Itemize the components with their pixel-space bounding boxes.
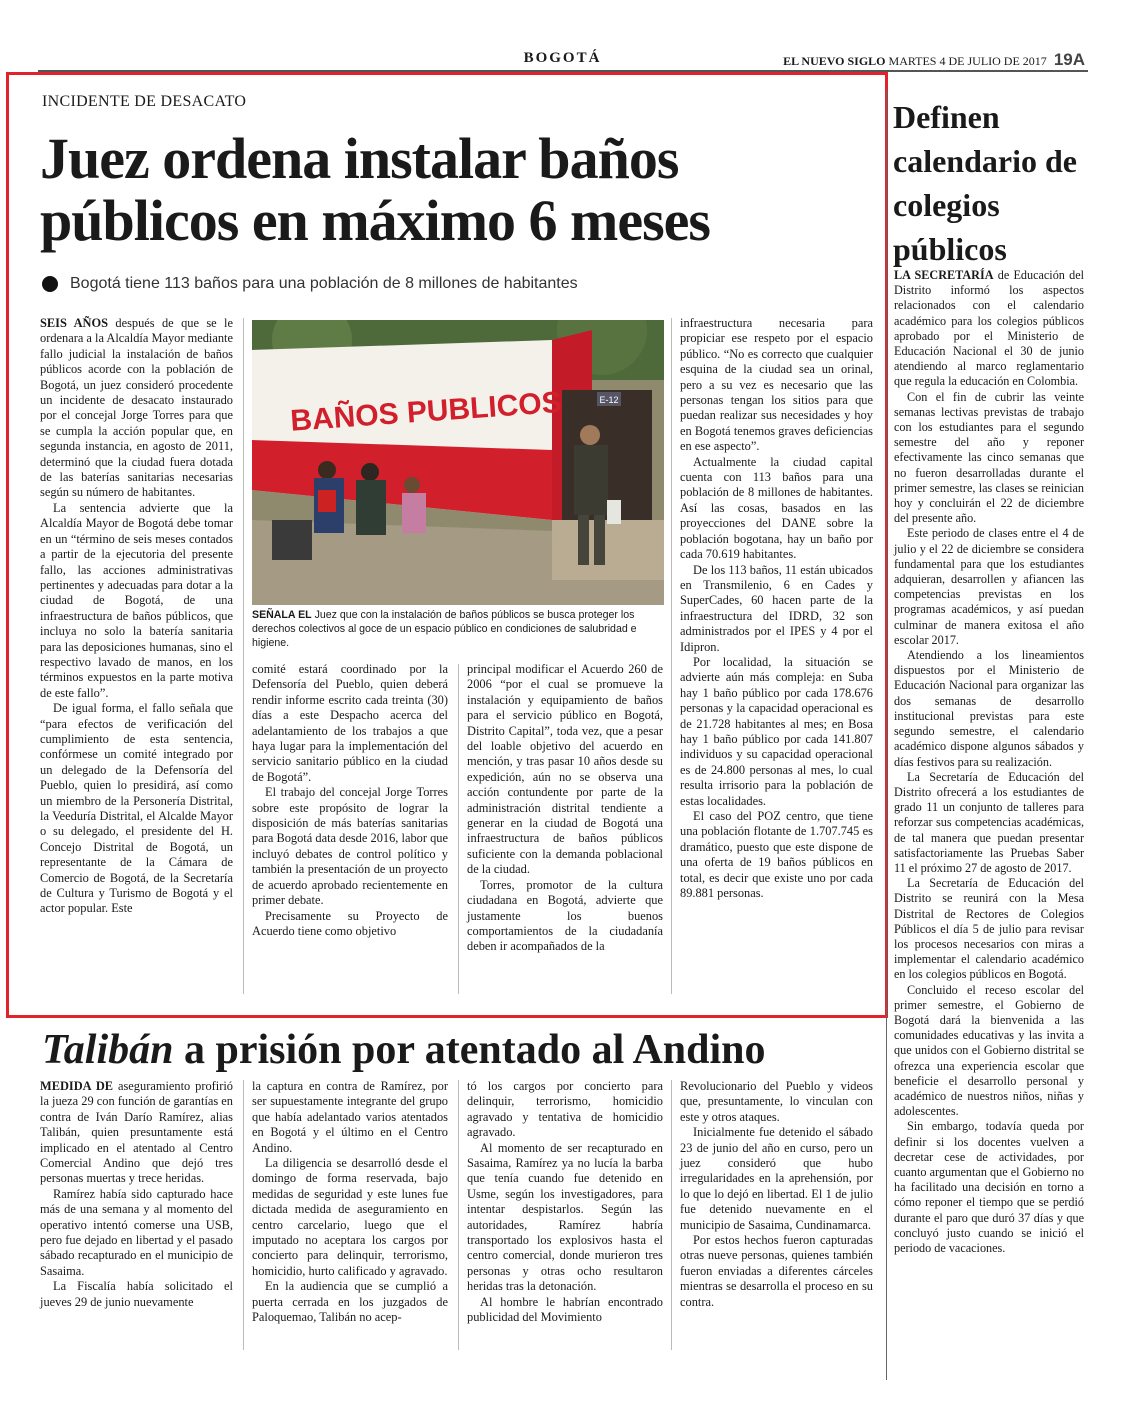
section-label: BOGOTÁ — [523, 50, 602, 66]
page-number: 19A — [1053, 50, 1085, 69]
second-headline-italic: Talibán — [42, 1027, 174, 1073]
main-col-3-para: Torres, promotor de la cultura ciudadana en Bogotá, advierte que justamente los buenos comportamientos de la ciudadanía deben ir acompañados de la — [467, 877, 663, 954]
main-col-1-para: De igual forma, el fallo señala que “para efectos de verificación del cumplimiento de esta sentencia, confórmese un comité integrado por un delegado de la Defensoría del Pueblo, quien lo presidirá, así como un miembro de la Personería Distrital, la Veeduría Distrital, el Alcalde Mayor o su delegado, el presidente del H. Concejo Distrital de Bogotá, un representante de la Cámara de Comercio de Bogotá, de la Secretaría de Cultura y Turismo de Bogotá y el actor popular. Este — [40, 701, 233, 916]
sidebar-para: Sin embargo, todavía queda por definir si los docentes vuelven a decretar cese de actividades, por cuanto argumentan que el Gobierno no ha facilitado una decisión en torno a cómo reponer el tiempo que se perdió durante el paro que duró 37 días y que concluyó justo cuando se inició el periodo de vacaciones. — [894, 1119, 1084, 1255]
caption-text: Juez que con la instalación de baños públicos se busca proteger los derechos colectivos al goce de un espacio público en condiciones de salubridad e higiene. — [252, 609, 637, 649]
sidebar-para: La Secretaría de Educación del Distrito se reunirá con la Mesa Distrital de Rectores de Colegios Públicos el día 5 de julio para revisar los procesos necesarios con miras a implementar el calendario académico en los colegios públicos en Bogotá. — [894, 876, 1084, 982]
column-rule — [458, 664, 459, 994]
main-col-4 — [680, 316, 873, 901]
main-deck — [42, 275, 578, 293]
main-col-2-para: El trabajo del concejal Jorge Torres sobre este propósito de lograr la disposición de más baterías sanitarias para Bogotá data desde 2016, labor que incluyó debates de control político y también la presentación de un proyecto de acuerdo aprobado recientemente en primer debate. — [252, 785, 448, 908]
main-col-1-para: La sentencia advierte que la Alcaldía Mayor de Bogotá debe tomar en un “término de seis meses contados a partir de la ejecutoria del presente fallo, las acciones administrativas pertinentes y adecuadas para dotar a la ciudad de Bogotá, de una infraestructura de baños públicos, que incluya no solo la batería sanitaria para las deposiciones humanas, sino el respectivo lavado de manos, en los términos expuestos en la parte motiva de este fallo”. — [40, 500, 233, 700]
main-col-4-para: Por localidad, la situación se advierte aún más compleja: en Suba hay 1 baño público por cada 178.676 personas y la capacidad operacional es de 21.728 habitantes al mes; en Bosa hay 1 baño público por cada 141.807 individuos y su capacidad operacional es de 24.800 personas al mes, lo cual resulta irrisorio para la población de estas localidades. — [680, 654, 873, 808]
masthead-brand: EL NUEVO SIGLO — [783, 54, 886, 68]
second-col-2 — [252, 1079, 448, 1326]
main-col-4-para: De los 113 baños, 11 están ubicados en Transmilenio, 6 en Cades y SuperCades, 60 hacen parte de la infraestructura del IDRD, 32 son administrados por el IPES y 4 por el Idipron. — [680, 562, 873, 654]
column-rule — [243, 1080, 244, 1350]
sidebar-para: Con el fin de cubrir las veinte semanas lectivas previstas de trabajo con los estudiantes para el segundo semestre del año y reponer efectivamente las cinco semanas que no fueron desarrolladas durante el primer semestre, las clases se reinician hoy y concluirán el 22 de diciembre del presente año. — [894, 389, 1084, 526]
main-col-2-para: comité estará coordinado por la Defensoría del Pueblo, quien deberá rendir informe escrito cada treinta (30) días a este Despacho acerca del adelantamiento de los trabajos a que haya lugar para la implementación del servicio sanitario público en la ciudad de Bogotá”. — [252, 662, 448, 784]
second-col-3-para: tó los cargos por concierto para delinquir, terrorismo, homicidio agravado y tentativa de homicidio agravado. — [467, 1079, 663, 1140]
sidebar-body — [894, 268, 1084, 1256]
photo-banos-publicos — [252, 320, 664, 605]
column-rule — [671, 318, 672, 994]
sidebar-headline: Definen calendario de colegios públicos — [893, 99, 1077, 267]
sidebar-para: Este periodo de clases entre el 4 de julio y el 22 de diciembre se considera fundamental para que los estudiantes adquieran, desarrollen y afiancen las competencias previstas en los programas académicos, y así puedan culminar de manera exitosa el año escolar 2017. — [894, 526, 1084, 647]
photo-door-number: E-12 — [599, 395, 619, 405]
main-kicker: INCIDENTE DE DESACATO — [42, 93, 247, 110]
sidebar-para: LA SECRETARÍA de Educación del Distrito informó los aspectos relacionados con el calendario académico para los colegios públicos aprobado por el Ministerio de Educación Nacional el 30 de junio atendiendo al marco reglamentario que regula la educación en Colombia. — [894, 268, 1084, 389]
column-rule — [458, 1080, 459, 1350]
photo-caption — [252, 608, 662, 650]
main-col-3-para: principal modificar el Acuerdo 260 de 2006 “por el cual se promueve la instalación y equipamiento de baños para el servicio público en Bogotá, Distrito Capital”, toda vez, que a pesar del loable objetivo del acuerdo en mención, y tras pasar 10 años desde su expedición, aún no se observa una acción contundente por parte de la administración distrital tendiente a generar en la ciudad de Bogotá una infraestructura de baños públicos suficiente con la demanda poblacional de la ciudad. — [467, 662, 663, 877]
second-col-4-para: Revolucionario del Pueblo y videos que, presuntamente, lo vinculan con este y otros ataques. — [680, 1079, 873, 1124]
lead-in: MEDIDA DE — [40, 1079, 114, 1093]
sidebar-para: Concluido el receso escolar del primer semestre, el Gobierno de Bogotá dará la bienvenida a las comunidades educativas y las invita a que unidos con el Gobierno distrital se ofrezca una experiencia escolar que beneficie el desarrollo personal y académico de nuestros niños, niñas y adolescentes. — [894, 982, 1084, 1119]
lead-in: LA SECRETARÍA — [894, 268, 994, 282]
sidebar-para: Atendiendo a los lineamientos dispuestos por el Ministerio de Educación Nacional para organizar las dos semanas de desarrollo institucional previstas para este segundo semestre, el calendario académico dispone algunos sábados y días festivos para su realización. — [894, 648, 1084, 769]
photo-sign-text: BAÑOS PUBLICOS — [289, 385, 563, 438]
second-headline — [42, 1026, 766, 1074]
sidebar-para: La Secretaría de Educación del Distrito ofrecerá a los estudiantes de grado 11 un conjunto de talleres para reforzar sus competencias académicas, de tal manera que puedan presentar satisfactoriamente las Pruebas Saber 11 el próximo 27 de agosto de 2017. — [894, 769, 1084, 875]
main-col-2-para: Precisamente su Proyecto de Acuerdo tiene como objetivo — [252, 908, 448, 938]
second-headline-rest: a prisión por atentado al Andino — [173, 1027, 766, 1073]
bullet-icon — [42, 276, 58, 292]
second-col-2-para: En la audiencia que se cumplió a puerta cerrada en los juzgados de Paloquemao, Talibán no acep- — [252, 1279, 448, 1325]
second-col-4-para: Inicialmente fue detenido el sábado 23 de junio del año en curso, pero un juez consideró que hubo irregularidades en la aprehensión, por lo que lo dejó en libertad. El 1 de julio fue detenido nuevamente en el municipio de Sasaima, Cundinamarca. — [680, 1125, 873, 1232]
main-col-4-para: El caso del POZ centro, que tiene una población flotante de 1.707.745 es dramático, puesto que este dispone de una oferta de 19 baños públicos en total, es decir que existe uno por cada 89.881 personas. — [680, 809, 873, 901]
main-headline-line-1: Juez ordena instalar baños — [40, 126, 679, 191]
second-col-4-para: Por estos hechos fueron capturadas otras nueve personas, quienes también fueron enviadas a diferentes cárceles mientras se desarrolla el proceso en su contra. — [680, 1233, 873, 1309]
main-col-1-para: SEIS AÑOS después de que se le ordenara a la Alcaldía Mayor mediante fallo judicial la instalación de baños públicos acorde con la población de Bogotá, un juez consideró procedente un incidente de desacato instaurado por el concejal Jorge Torres para que se cumpla la acción popular que, en segunda instancia, en agosto de 2011, determinó que la ciudad fuera dotada de las baterías sanitarias necesarias según su número de habitantes. — [40, 316, 233, 500]
second-col-1-para: La Fiscalía había solicitado el jueves 29 de junio nuevamente — [40, 1279, 233, 1309]
second-col-4 — [680, 1079, 873, 1310]
second-col-3-para: Al hombre le habrían encontrado publicidad del Movimiento — [467, 1294, 663, 1325]
main-deck-text: Bogotá tiene 113 baños para una población de 8 millones de habitantes — [70, 275, 578, 292]
second-col-1-para: MEDIDA DE aseguramiento profirió la jueza 29 con función de garantías en contra de Iván Darío Ramírez, alias Talibán, quien presuntamente está implicado en el atentado al Centro Comercial Andino que dejó tres personas muertas y trece heridas. — [40, 1079, 234, 1186]
main-col-4-para: Actualmente la ciudad capital cuenta con 113 baños para una población de 8 millones de habitantes. Así las cosas, basados en las proyecciones del DANE sobre la población bogotana, hay un baño por cada 70.619 habitantes. — [680, 454, 873, 562]
main-headline-line-2: públicos en máximo 6 meses — [40, 188, 710, 253]
second-col-2-para: La diligencia se desarrolló desde el domingo de forma reservada, bajo medidas de seguridad y este lunes fue dictada medida de aseguramiento en centro carcelario, luego que el imputado no aceptara los cargos por concierto para delinquir, terrorismo, homicidio, hurto calificado y agravado. — [252, 1156, 448, 1278]
second-col-3 — [467, 1079, 663, 1326]
main-headline — [40, 128, 870, 252]
second-col-1 — [40, 1079, 233, 1310]
main-col-2 — [252, 662, 448, 939]
main-col-1 — [40, 316, 233, 917]
masthead-date: MARTES 4 DE JULIO DE 2017 — [888, 54, 1047, 68]
column-rule — [671, 1080, 672, 1350]
main-col-3 — [467, 662, 663, 955]
lead-in: SEIS AÑOS — [40, 316, 108, 330]
second-col-1-para: Ramírez había sido capturado hace más de una semana y al momento del operativo intentó comerse una USB, pero fue dejado en libertad y el pasado sábado recapturado en el municipio de Sasaima. — [40, 1186, 233, 1278]
photo-illustration — [252, 320, 664, 605]
second-col-3-para: Al momento de ser recapturado en Sasaima, Ramírez ya no lucía la barba que tenía cuando fue detenido en Usme, según los investigadores, para intentar despistarlos. Según las autoridades, Ramírez habría transportado los explosivos hasta el centro comercial, donde murieron tres personas y otras ocho resultaron heridas tras la detonación. — [467, 1140, 663, 1294]
sidebar-rule — [886, 90, 887, 1380]
second-col-2-para: la captura en contra de Ramírez, por ser supuestamente integrante del grupo que había adelantado varios atentados en Bogotá y el último en el Centro Andino. — [252, 1079, 448, 1155]
masthead — [783, 50, 1085, 70]
column-rule — [243, 318, 244, 994]
main-col-4-para: infraestructura necesaria para propiciar ese respeto por el espacio público. “No es correcto que cualquier esquina de la ciudad sea un orinal, pero a su vez es necesario que las personas tengan los sitios para que puedan realizar sus necesidades y hoy en Bogotá tenemos graves deficiencias en ese aspecto”. — [680, 316, 873, 454]
caption-lead: SEÑALA EL — [252, 609, 312, 621]
